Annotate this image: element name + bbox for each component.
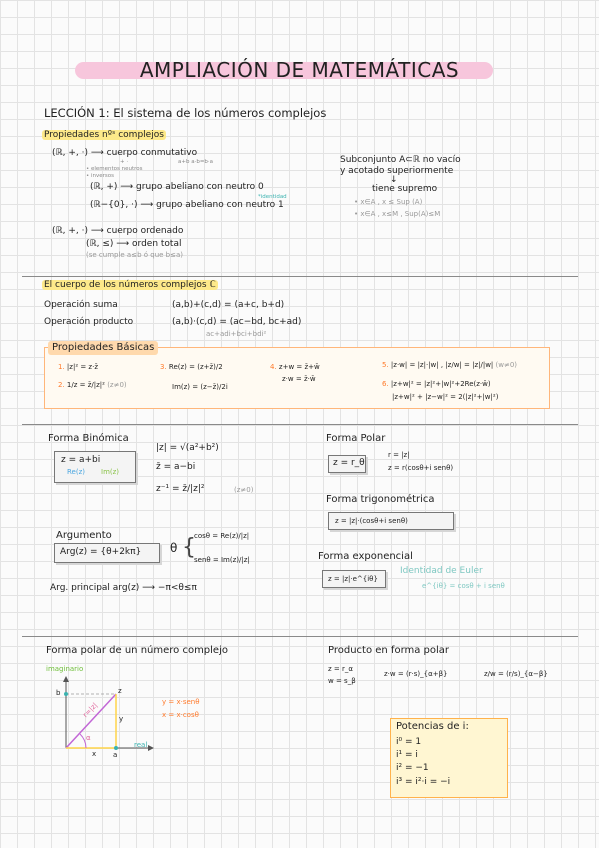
punto-b: b xyxy=(56,689,61,697)
basica-3-num: 3. xyxy=(160,363,167,371)
binomica-inverso: z⁻¹ = z̄/|z|² xyxy=(156,484,205,494)
lesson-heading: LECCIÓN 1: El sistema de los números complejos xyxy=(44,106,327,120)
prop-elementos2: • inversos xyxy=(86,173,115,179)
euler-label: Identidad de Euler xyxy=(400,566,483,576)
potencia-2: i² = −1 xyxy=(396,763,429,773)
producto-expr: (a,b)·(c,d) = (ac−bd, bc+ad) xyxy=(172,317,302,327)
basica-3b: Im(z) = (z−z̄)/2i xyxy=(172,383,228,391)
argumento-cos: cosθ = Re(z)/|z| xyxy=(194,532,250,540)
basica-6b: |z+w|² + |z−w|² = 2(|z|²+|w|²) xyxy=(392,393,499,401)
polar-diagram xyxy=(40,660,200,760)
grafica-heading: Forma polar de un número complejo xyxy=(46,645,228,656)
basica-2-note: (z≠0) xyxy=(107,381,127,389)
producto-w: w = s_β xyxy=(328,677,356,685)
basica-4b: z·w = z̄·w̄ xyxy=(282,375,316,383)
binomica-formula: z = a+bi xyxy=(61,455,101,465)
supremo-prop1: • x∈A , x ≤ Sup (A) xyxy=(354,198,423,206)
subconjunto-line1: Subconjunto A⊂ℝ no vacío xyxy=(340,155,461,165)
supremo-label: tiene supremo xyxy=(372,184,438,194)
binomica-box xyxy=(54,451,136,483)
prop-conm-small2: a+b a·b=b·a xyxy=(178,159,214,165)
binomica-modulo: |z| = √(a²+b²) xyxy=(156,443,219,453)
binomica-re: Re(z) xyxy=(67,468,85,476)
argumento-principal: Arg. principal arg(z) ⟶ −π<θ≤π xyxy=(50,583,197,593)
polar-heading: Forma Polar xyxy=(326,433,386,444)
trig-formula: z = |z|·(cosθ+i senθ) xyxy=(335,517,408,525)
basica-6-num: 6. xyxy=(382,380,389,388)
prop-orden-total: (ℝ, ≤) ⟶ orden total xyxy=(86,239,182,249)
polar-box xyxy=(328,455,366,473)
suma-expr: (a,b)+(c,d) = (a+c, b+d) xyxy=(172,300,285,310)
punto-z: z xyxy=(118,687,122,695)
basica-5-num: 5. xyxy=(382,361,389,369)
binomica-heading: Forma Binómica xyxy=(48,433,129,444)
cateto-x: x xyxy=(92,750,97,758)
prop-conmutativo: (ℝ, +, ·) ⟶ cuerpo conmutativo xyxy=(52,148,198,158)
supremo-prop2: • x∈A , x≤M , Sup(A)≤M xyxy=(354,210,441,218)
prop-grupo-suma: (ℝ, +) ⟶ grupo abeliano con neutro 0 xyxy=(90,182,264,192)
exponencial-formula: z = |z|·e^{iθ} xyxy=(328,575,378,583)
polar-z: z = r(cosθ+i senθ) xyxy=(388,464,454,472)
prop-ordenado: (ℝ, +, ·) ⟶ cuerpo ordenado xyxy=(52,226,184,236)
punto-a: a xyxy=(113,751,118,759)
exponencial-box xyxy=(322,570,386,588)
exponencial-heading: Forma exponencial xyxy=(318,551,413,562)
prop-conm-small1: + · xyxy=(120,159,129,165)
division-formula: z/w = (r/s)_{α−β} xyxy=(484,670,548,678)
prop-orden-nota: (se cumple a≤b ó que b≤a) xyxy=(86,251,184,259)
trig-box xyxy=(328,512,454,530)
potencia-3: i³ = i²·i = −i xyxy=(396,777,451,787)
binomica-inverso-note: (z≠0) xyxy=(234,486,254,494)
basica-5: |z·w| = |z|·|w| , |z/w| = |z|/|w| xyxy=(390,361,494,369)
basica-2-num: 2. xyxy=(58,381,65,389)
divider xyxy=(22,424,578,425)
modulo-r: r=|z| xyxy=(81,701,100,720)
producto-label: Operación producto xyxy=(44,317,134,327)
binomica-im: Im(z) xyxy=(101,468,120,476)
relacion-y: y = x·senθ xyxy=(162,698,200,706)
trig-heading: Forma trigonométrica xyxy=(326,494,435,505)
page-title: AMPLIACIÓN DE MATEMÁTICAS xyxy=(139,58,460,82)
cateto-y: y xyxy=(119,715,124,723)
propiedades-basicas-title: Propiedades Básicas xyxy=(48,341,158,355)
eje-real: real xyxy=(134,741,148,749)
relacion-x: x = x·cosθ xyxy=(162,711,199,719)
potencias-title: Potencias de i: xyxy=(396,721,469,732)
potencia-0: i⁰ = 1 xyxy=(396,737,422,747)
cuerpo-heading: El cuerpo de los números complejos ℂ xyxy=(44,280,216,290)
argumento-heading: Argumento xyxy=(56,530,112,541)
basica-4-num: 4. xyxy=(270,363,277,371)
potencia-1: i¹ = i xyxy=(396,750,418,760)
angulo-alpha: α xyxy=(86,734,91,742)
polar-r: r = |z| xyxy=(388,451,410,459)
producto-note: ac+adi+bci+bdi² xyxy=(206,330,267,338)
props-heading: Propiedades nºˢ complejos xyxy=(44,130,164,140)
producto-heading: Producto en forma polar xyxy=(328,645,450,656)
basica-1-num: 1. xyxy=(58,363,65,371)
basica-1: |z|² = z·z̄ xyxy=(66,363,99,371)
suma-label: Operación suma xyxy=(44,300,118,310)
basica-5-note: (w≠0) xyxy=(495,361,518,369)
prop-grupo-prod: (ℝ−{0}, ·) ⟶ grupo abeliano con neutro 1 xyxy=(90,200,284,210)
argumento-sen: senθ = Im(z)/|z| xyxy=(194,556,250,564)
basica-3a: Re(z) = (z+z̄)/2 xyxy=(168,363,223,371)
basica-6a: |z+w|² = |z|²+|w|²+2Re(z·w̄) xyxy=(390,380,491,388)
divider xyxy=(22,636,578,637)
down-arrow-icon: ↓ xyxy=(390,175,398,185)
prop-elementos1: • elementos neutros xyxy=(86,166,143,172)
basica-2: 1/z = z̄/|z|² xyxy=(66,381,105,389)
polar-formula: z = r_θ xyxy=(333,458,365,468)
subconjunto-line2: y acotado superiormente xyxy=(340,166,454,176)
basica-4a: z+w = z̄+w̄ xyxy=(278,363,320,371)
eje-imaginario: imaginario xyxy=(46,665,84,673)
argumento-formula: Arg(z) = {θ+2kπ} xyxy=(60,547,142,557)
euler-equation: e^{iθ} = cosθ + i senθ xyxy=(422,582,505,590)
argumento-theta: θ xyxy=(170,541,178,555)
producto-z: z = r_α xyxy=(328,665,353,673)
producto-formula: z·w = (r·s)_{α+β} xyxy=(384,670,448,678)
binomica-conjugado: z̄ = a−bi xyxy=(156,462,196,472)
prop-identidad-note: *identidad xyxy=(258,194,287,200)
divider xyxy=(22,276,578,277)
argumento-box xyxy=(54,543,160,563)
